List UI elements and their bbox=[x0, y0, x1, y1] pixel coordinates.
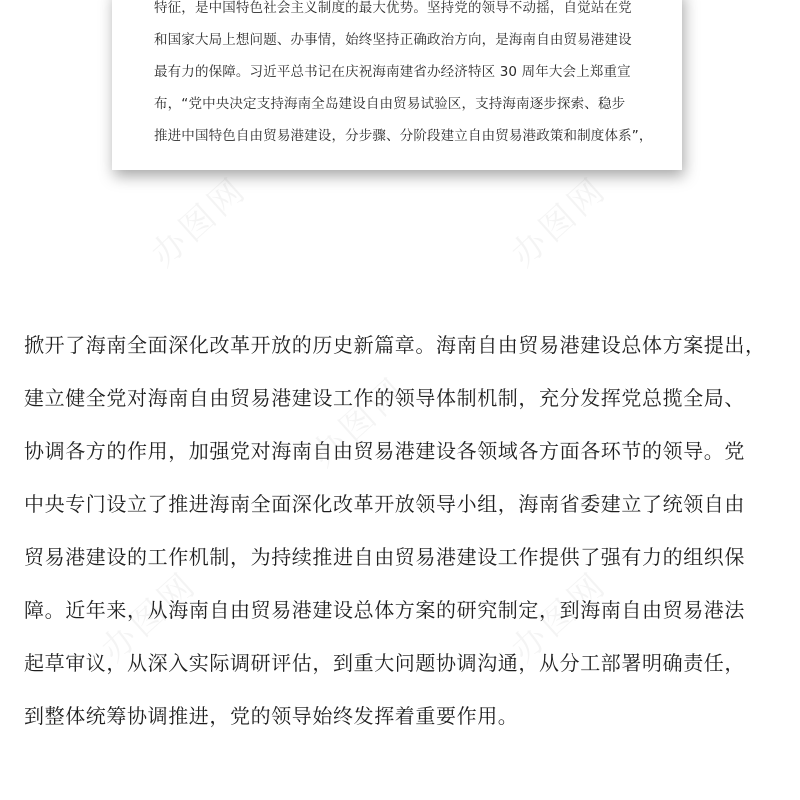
card-line: 最有力的保障。习近平总书记在庆祝海南建省办经济特区 30 周年大会上郑重宣 bbox=[154, 64, 631, 80]
body-line: 障。近年来，从海南自由贸易港建设总体方案的研究制定，到海南自由贸易港法 bbox=[24, 598, 745, 622]
body-paragraph bbox=[24, 329, 784, 733]
body-line: 中央专门设立了推进海南全面深化改革开放领导小组，海南省委建立了统领自由 bbox=[24, 492, 745, 516]
body-line: 起草审议，从深入实际调研评估，到重大问题协调沟通，从分工部署明确责任， bbox=[24, 651, 745, 675]
body-line: 掀开了海南全面深化改革开放的历史新篇章。海南自由贸易港建设总体方案提出， bbox=[24, 333, 766, 357]
body-line: 协调各方的作用，加强党对海南自由贸易港建设各领域各方面各环节的领导。党 bbox=[24, 439, 745, 463]
card-line: 特征，是中国特色社会主义制度的最大优势。坚持党的领导不动摇，自觉站在党 bbox=[154, 0, 632, 16]
body-line: 贸易港建设的工作机制，为持续推进自由贸易港建设工作提供了强有力的组织保 bbox=[24, 545, 745, 569]
quote-card bbox=[112, 0, 682, 170]
card-line: 布，“党中央决定支持海南全岛建设自由贸易试验区，支持海南逐步探索、稳步 bbox=[154, 96, 626, 112]
card-line: 推进中国特色自由贸易港建设，分步骤、分阶段建立自由贸易港政策和制度体系”， bbox=[154, 128, 653, 144]
body-line: 到整体统筹协调推进，党的领导始终发挥着重要作用。 bbox=[24, 704, 519, 728]
card-line: 和国家大局上想问题、办事情，始终坚持正确政治方向，是海南自由贸易港建设 bbox=[154, 32, 632, 48]
watermark bbox=[138, 163, 256, 276]
body-line: 建立健全党对海南自由贸易港建设工作的领导体制机制，充分发挥党总揽全局、 bbox=[24, 386, 745, 410]
watermark bbox=[498, 163, 616, 276]
